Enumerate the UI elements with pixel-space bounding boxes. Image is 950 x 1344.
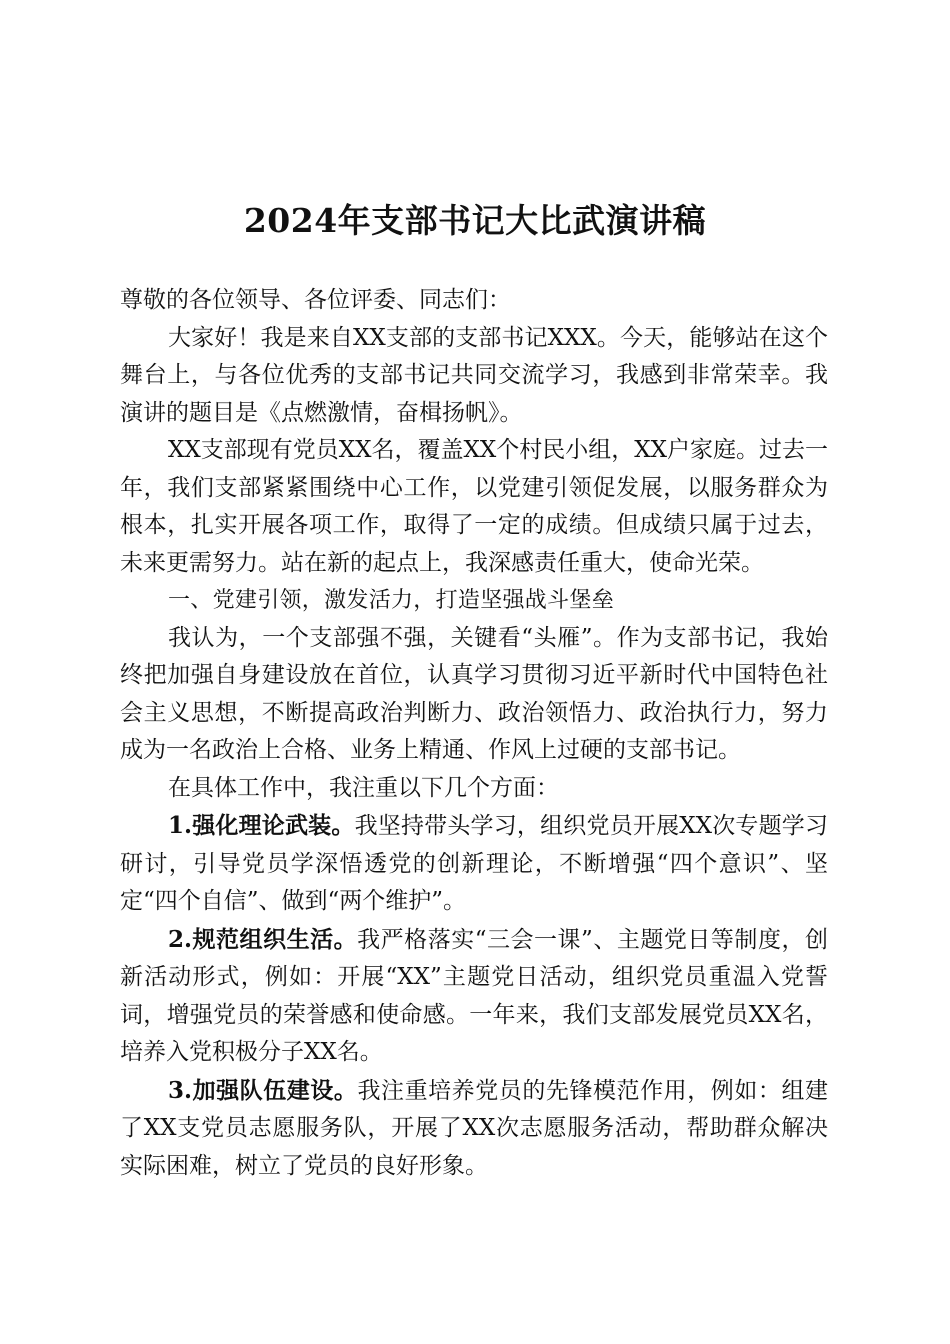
paragraph-greeting: 大家好！我是来自XX支部的支部书记XXX。今天，能够站在这个舞台上，与各位优秀的支部书记共同交流学习，我感到非常荣幸。我演讲的题目是《点燃激情，奋楫扬帆》。 xyxy=(120,324,828,426)
paragraph-leadership: 我认为，一个支部强不强，关键看“头雁”。作为支部书记，我始终把加强自身建设放在首位，认真学习贯彻习近平新时代中国特色社会主义思想，不断提高政治判断力、政治领悟力、政治执行力，努力成为一名政治上合格、业务上精通、作风上过硬的支部书记。 xyxy=(120,624,828,763)
list-item-lead: 3.加强队伍建设。 xyxy=(168,1076,358,1104)
list-item-team xyxy=(120,1072,828,1186)
document-body xyxy=(120,282,828,1185)
list-item-lead: 1.强化理论武装。 xyxy=(168,812,355,839)
list-item-organization xyxy=(120,921,828,1072)
list-item-lead: 2.规范组织生活。 xyxy=(168,925,358,953)
list-item-theory xyxy=(120,807,828,921)
salutation: 尊敬的各位领导、各位评委、同志们： xyxy=(120,287,511,313)
list-item-text: 我严格落实“三会一课”、主题党日等制度，创新活动形式，例如：开展“XX”主题党日活动，组织党员重温入党誓词，增强党员的荣誉感和使命感。一年来，我们支部发展党员XX名，培养入党积极分子XX名。 xyxy=(120,926,828,1065)
list-item-text: 我坚持带头学习，组织党员开展XX次专题学习研讨，引导党员学深悟透党的创新理论，不断增强“四个意识”、坚定“四个自信”、做到“两个维护”。 xyxy=(120,813,828,914)
document-title: 2024年支部书记大比武演讲稿 xyxy=(243,201,707,240)
paragraph-aspects-intro: 在具体工作中，我注重以下几个方面： xyxy=(168,774,559,801)
paragraph-branch-overview: XX支部现有党员XX名，覆盖XX个村民小组，XX户家庭。过去一年，我们支部紧紧围绕中心工作，以党建引领促发展，以服务群众为根本，扎实开展各项工作，取得了一定的成绩。但成绩只属于过去，未来更需努力。站在新的起点上，我深感责任重大，使命光荣。 xyxy=(120,437,828,576)
section-heading-1: 一、党建引领，激发活力，打造坚强战斗堡垒 xyxy=(168,588,615,613)
list-item-text: 我注重培养党员的先锋模范作用，例如：组建了XX支党员志愿服务队，开展了XX次志愿服务活动，帮助群众解决实际困难，树立了党员的良好形象。 xyxy=(120,1077,828,1179)
